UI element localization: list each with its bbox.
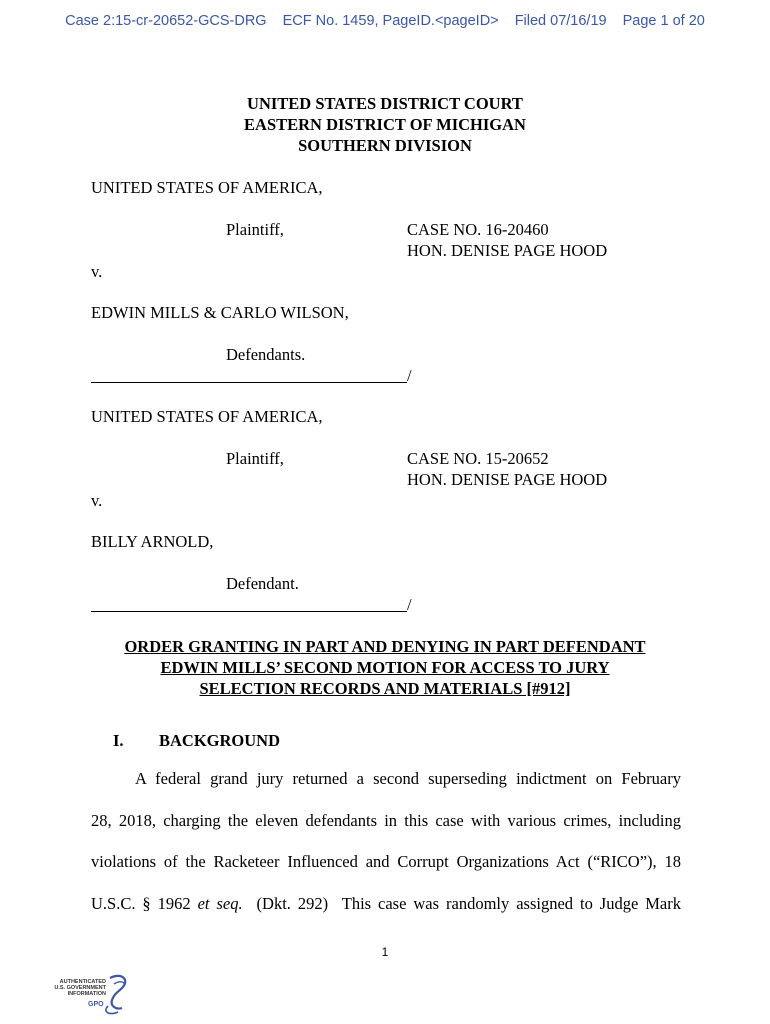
header-filed-date: Filed 07/16/19 [514,13,607,29]
caption1-rule [91,382,407,383]
citation-statute: U.S.C. § 1962 [91,893,198,913]
section-number: I. [113,731,124,750]
caption2-defendant-label: Defendant. [226,574,299,593]
caption2-rule [91,611,407,612]
caption1-defendant-names: EDWIN MILLS & CARLO WILSON, [91,303,349,322]
caption1-defendant-label: Defendants. [226,345,306,364]
caption1-judge: HON. DENISE PAGE HOOD [407,241,608,260]
paragraph-line: violations of the Racketeer Influenced and Corrupt Organizations Act (“RICO”), 18 [91,852,681,871]
caption1-case-number: CASE NO. 16-20460 [407,220,549,239]
order-title-line3: SELECTION RECORDS AND MATERIALS [#912] [199,679,571,698]
caption2-defendant-names: BILLY ARNOLD, [91,532,214,551]
caption2-versus: v. [91,491,103,510]
header-case-number: Case 2:15-cr-20652-GCS-DRG [65,13,267,29]
background-paragraph [91,758,681,924]
header-ecf-number: ECF No. 1459, PageID.<pageID> [282,13,499,29]
gpo-seal-text: AUTHENTICATED U.S. GOVERNMENT INFORMATION [54,979,106,997]
citation-et-seq: et seq. [197,893,243,913]
caption2-judge: HON. DENISE PAGE HOOD [407,470,608,489]
page-number: 1 [381,945,389,959]
svg-text:GPO: GPO [88,1001,104,1008]
caption1-plaintiff-label: Plaintiff, [226,220,284,239]
caption2-slash: / [407,595,412,614]
paragraph-line: A federal grand jury returned a second superseding indictment on February [135,769,681,788]
order-title-line1: ORDER GRANTING IN PART AND DENYING IN PART DEFENDANT [124,637,646,656]
ecf-header [0,13,770,29]
gpo-authentication-seal [44,972,134,1016]
order-title-line2: EDWIN MILLS’ SECOND MOTION FOR ACCESS TO JURY [160,658,610,677]
caption2-case-number: CASE NO. 15-20652 [407,449,549,468]
eagle-logo-icon [44,972,134,1016]
court-division: SOUTHERN DIVISION [298,136,472,155]
court-district: EASTERN DISTRICT OF MICHIGAN [244,115,526,134]
caption1-slash: / [407,366,412,385]
caption1-versus: v. [91,262,103,281]
paragraph-line: 28, 2018, charging the eleven defendants in this case with various crimes, including [91,810,681,830]
caption2-plaintiff-name: UNITED STATES OF AMERICA, [91,407,323,426]
paragraph-line-citation [91,883,681,925]
citation-docket: (Dkt. 292) This case was randomly assigned to Judge Mark [242,893,681,913]
court-name: UNITED STATES DISTRICT COURT [247,94,523,113]
header-page-count: Page 1 of 20 [622,13,705,29]
caption1-plaintiff-name: UNITED STATES OF AMERICA, [91,178,323,197]
section-title: BACKGROUND [159,731,281,750]
caption2-plaintiff-label: Plaintiff, [226,449,284,468]
